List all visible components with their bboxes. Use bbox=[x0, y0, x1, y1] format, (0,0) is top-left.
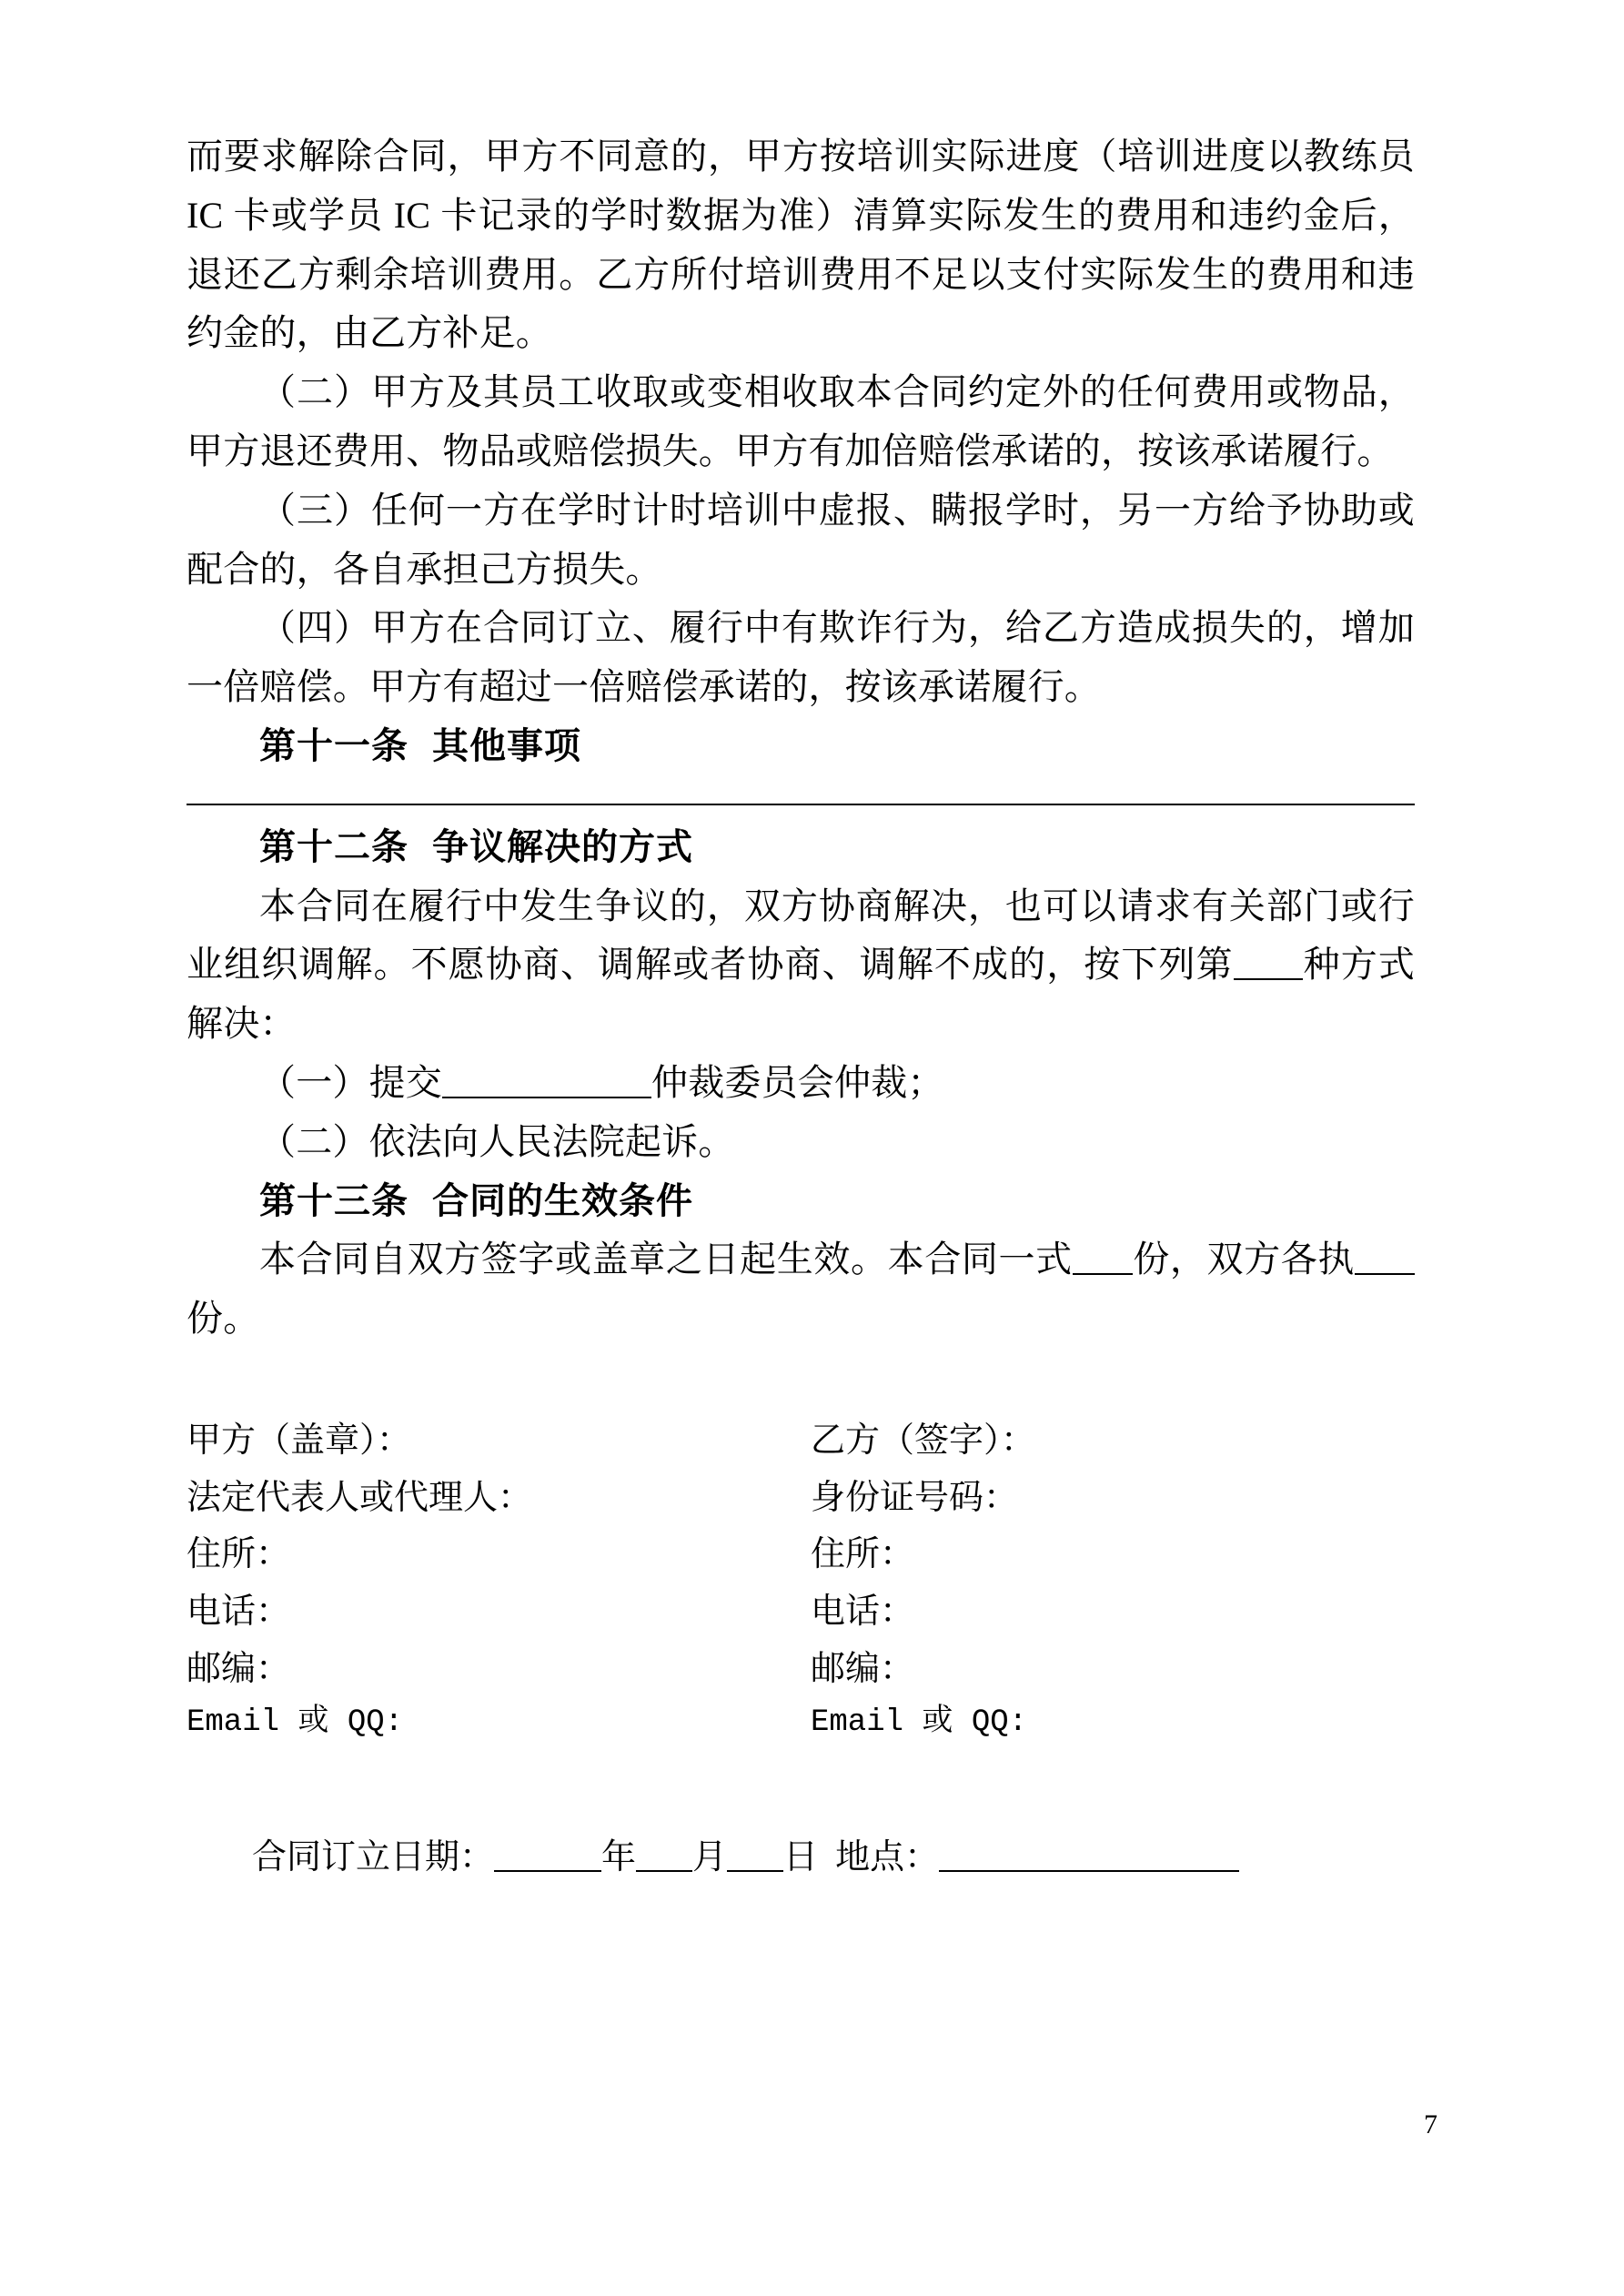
article-11-number: 第十一条 bbox=[259, 724, 409, 766]
document-body bbox=[187, 127, 1415, 1878]
option-1-suffix: 仲裁委员会仲裁； bbox=[651, 1061, 944, 1103]
arbitration-committee-blank bbox=[442, 1097, 651, 1098]
signature-row bbox=[187, 1641, 1415, 1698]
article-13-body-part3: 份。 bbox=[187, 1298, 260, 1340]
article-12-heading bbox=[187, 818, 1415, 877]
option-1-prefix: （一）提交 bbox=[259, 1061, 442, 1103]
article-12-body-part2: 种方式解决： bbox=[187, 944, 1415, 1045]
section-divider bbox=[187, 804, 1415, 805]
contract-date-line bbox=[187, 1828, 1415, 1878]
signature-row bbox=[187, 1583, 1415, 1641]
party-a-line-5: 邮编： bbox=[187, 1649, 291, 1688]
party-b-line-1: 乙方（签字）： bbox=[811, 1421, 1036, 1460]
article-12-title: 争议解决的方式 bbox=[432, 825, 693, 867]
article-12-option-2: （二）依法向人民法院起诉。 bbox=[259, 1120, 735, 1162]
article-13-heading bbox=[187, 1172, 1415, 1231]
party-a-line-2: 法定代表人或代理人： bbox=[187, 1478, 533, 1517]
article-12-body-part1: 本合同在履行中发生争议的，双方协商解决，也可以请求有关部门或行业组织调解。不愿协商、调解或者协商、调解不成的，按下列第 bbox=[187, 885, 1415, 986]
article-13-body-part2: 份，双方各执 bbox=[1132, 1239, 1356, 1280]
signature-row bbox=[187, 1470, 1415, 1527]
day-unit: 日 bbox=[783, 1838, 819, 1877]
party-b-line-4: 电话： bbox=[811, 1593, 915, 1631]
article-12-number: 第十二条 bbox=[259, 825, 409, 867]
article-11-heading bbox=[187, 717, 1415, 776]
article-12-body bbox=[187, 877, 1415, 1054]
clause-item-2: （二）甲方及其员工收取或变相收取本合同约定外的任何费用或物品，甲方退还费用、物品或赔偿损失。甲方有加倍赔偿承诺的，按该承诺履行。 bbox=[187, 371, 1415, 471]
article-13-body bbox=[187, 1230, 1415, 1349]
place-blank bbox=[939, 1870, 1239, 1872]
article-13-body-part1: 本合同自双方签字或盖章之日起生效。本合同一式 bbox=[259, 1239, 1073, 1280]
signature-row bbox=[187, 1697, 1415, 1748]
copies-each-blank bbox=[1355, 1273, 1415, 1275]
date-label: 合同订立日期： bbox=[252, 1838, 495, 1877]
party-b-line-3: 住所： bbox=[811, 1535, 915, 1574]
dispute-method-blank bbox=[1234, 978, 1303, 980]
year-blank bbox=[494, 1870, 601, 1872]
article-12-option-1 bbox=[187, 1054, 1415, 1113]
month-unit: 月 bbox=[692, 1838, 728, 1877]
place-label: 地点： bbox=[835, 1838, 940, 1877]
party-b-line-2: 身份证号码： bbox=[811, 1478, 1019, 1517]
article-13-title: 合同的生效条件 bbox=[432, 1179, 693, 1221]
month-blank bbox=[636, 1870, 692, 1872]
party-a-line-4: 电话： bbox=[187, 1593, 291, 1631]
party-a-line-1: 甲方（盖章）： bbox=[187, 1421, 412, 1460]
copies-total-blank bbox=[1073, 1273, 1133, 1275]
day-blank bbox=[727, 1870, 783, 1872]
year-unit: 年 bbox=[601, 1838, 637, 1877]
page-number: 7 bbox=[1424, 2109, 1437, 2139]
article-11-title: 其他事项 bbox=[432, 724, 581, 766]
party-a-line-6: Email 或 QQ: bbox=[187, 1705, 404, 1741]
party-a-line-3: 住所： bbox=[187, 1535, 291, 1574]
signature-block bbox=[187, 1412, 1415, 1749]
party-b-line-6: Email 或 QQ: bbox=[811, 1705, 1028, 1741]
article-13-number: 第十三条 bbox=[259, 1179, 409, 1221]
clause-item-4: （四）甲方在合同订立、履行中有欺诈行为，给乙方造成损失的，增加一倍赔偿。甲方有超过一倍赔偿承诺的，按该承诺履行。 bbox=[187, 607, 1415, 708]
paragraph-continuation: 而要求解除合同，甲方不同意的，甲方按培训实际进度（培训进度以教练员 IC 卡或学员 IC 卡记录的学时数据为准）清算实际发生的费用和违约金后，退还乙方剩余培训费用。乙方所付培训费用不足以支付实际发生的费用和违约金的，由乙方补足。 bbox=[187, 136, 1415, 354]
clause-item-3: （三）任何一方在学时计时培训中虚报、瞒报学时，另一方给予协助或配合的，各自承担己方损失。 bbox=[187, 489, 1415, 590]
signature-row bbox=[187, 1412, 1415, 1470]
party-b-line-5: 邮编： bbox=[811, 1649, 915, 1688]
signature-row bbox=[187, 1526, 1415, 1583]
